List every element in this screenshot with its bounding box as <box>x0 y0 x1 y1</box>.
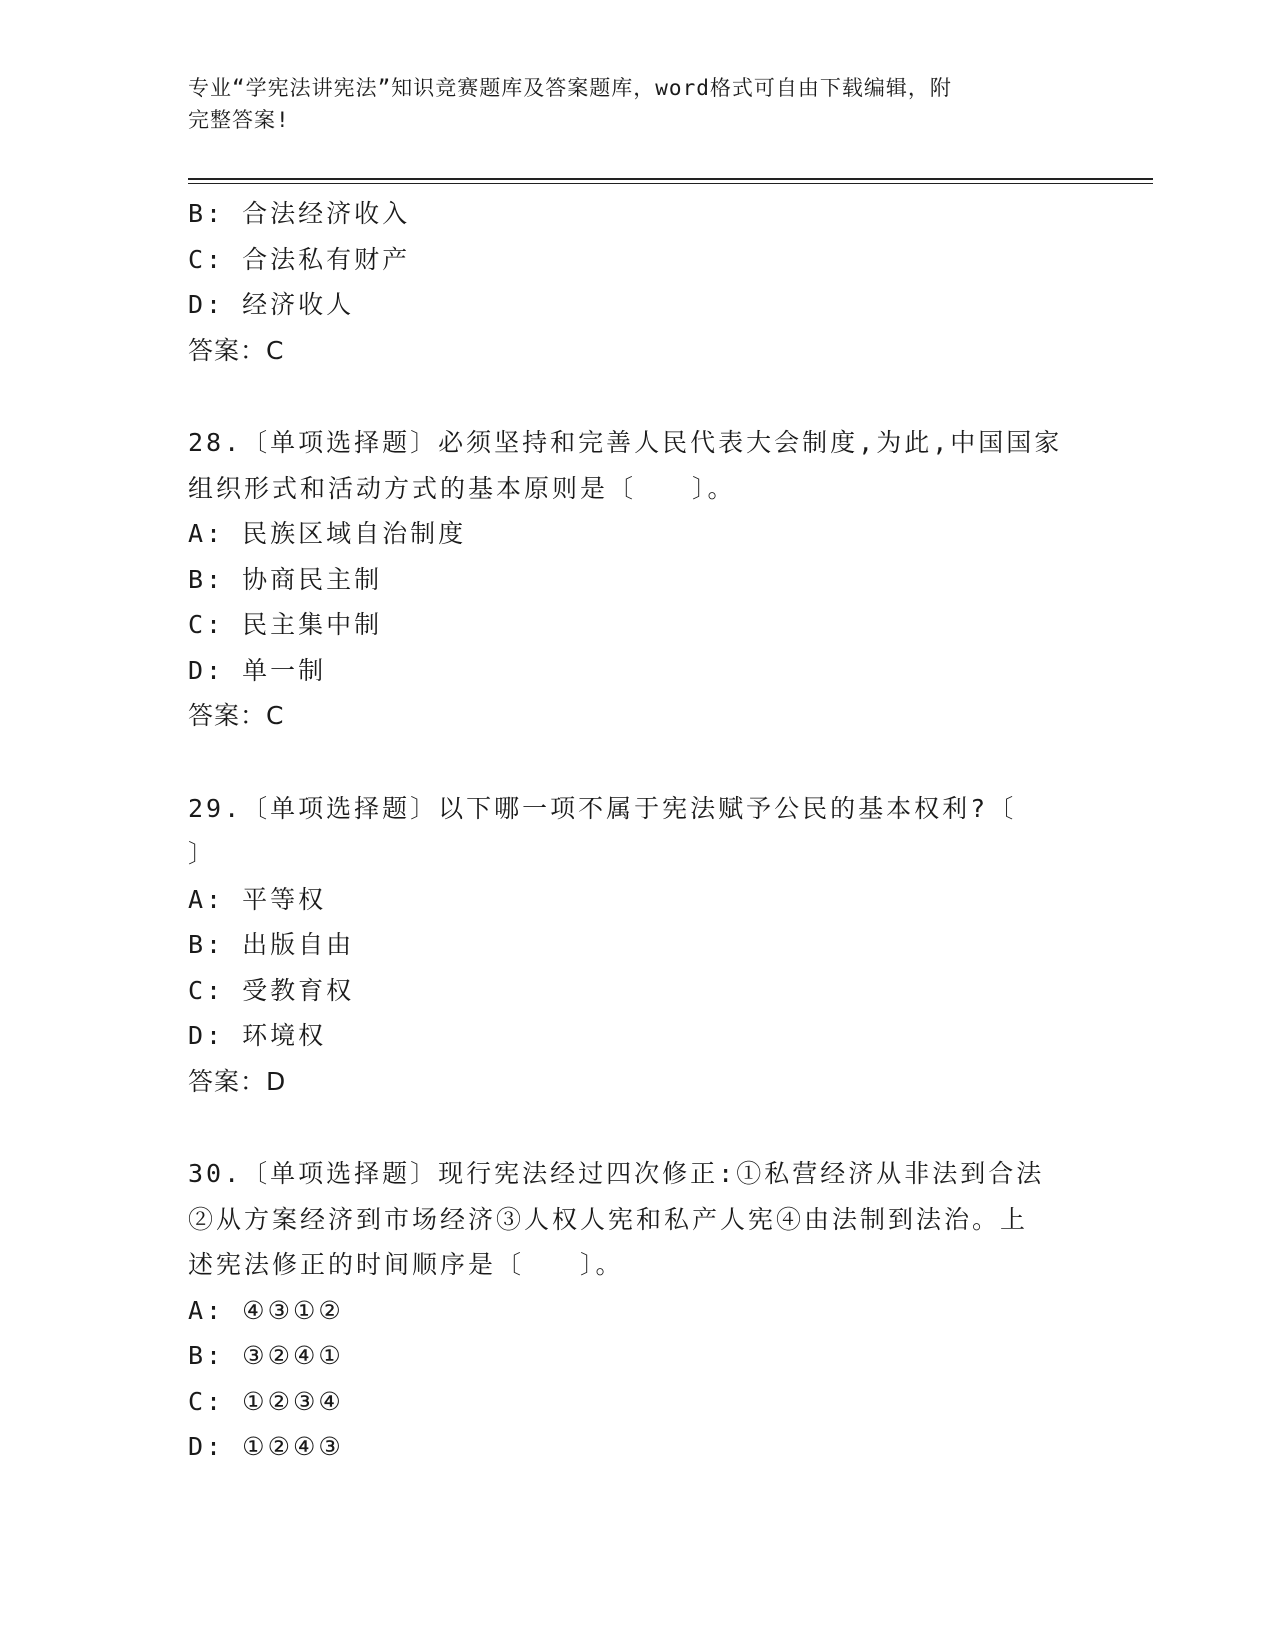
option-d: D: 环境权 <box>188 1021 327 1050</box>
option-a: A: 平等权 <box>188 884 327 914</box>
spacer <box>188 1104 1078 1151</box>
question-stem-line: 述宪法修正的时间顺序是〔 〕。 <box>188 1250 624 1279</box>
header-rule-thin <box>188 183 1153 184</box>
spacer <box>188 373 1078 420</box>
option-b: B: 出版自由 <box>188 930 355 959</box>
option-b: B: ③②④① <box>188 1341 344 1370</box>
option-c: C: 受教育权 <box>188 975 355 1005</box>
option-c: C: 合法私有财产 <box>188 244 411 274</box>
option-a: A: ④③①② <box>188 1295 344 1325</box>
page-header <box>188 72 1068 136</box>
question-stem-line: 29.〔单项选择题〕以下哪一项不属于宪法赋予公民的基本权利?〔 <box>188 793 1017 823</box>
carryover-question <box>188 191 1078 373</box>
question-29 <box>188 786 1078 1105</box>
header-line-1: 专业“学宪法讲宪法”知识竞赛题库及答案题库，word格式可自由下载编辑，附 <box>188 76 952 100</box>
question-stem-line: 28.〔单项选择题〕必须坚持和完善人民代表大会制度,为此,中国国家 <box>188 428 1063 457</box>
option-d: D: 单一制 <box>188 655 327 685</box>
option-a: A: 民族区域自治制度 <box>188 519 467 548</box>
question-stem-line: 30.〔单项选择题〕现行宪法经过四次修正:①私营经济从非法到合法 <box>188 1159 1045 1188</box>
spacer <box>188 739 1078 786</box>
question-stem-line: 〕 <box>188 839 217 868</box>
question-28 <box>188 420 1078 739</box>
question-stem-line: ②从方案经济到市场经济③人权人宪和私产人宪④由法制到法治。上 <box>188 1204 1029 1234</box>
answer-line: 答案：C <box>188 335 285 365</box>
question-content <box>188 191 1078 1470</box>
option-b: B: 协商民主制 <box>188 564 383 594</box>
answer-line: 答案：D <box>188 1066 287 1096</box>
option-c: C: 民主集中制 <box>188 610 383 639</box>
question-30 <box>188 1151 1078 1470</box>
option-c: C: ①②③④ <box>188 1386 344 1416</box>
question-stem-line: 组织形式和活动方式的基本原则是〔 〕。 <box>188 473 736 503</box>
option-d: D: 经济收人 <box>188 290 355 319</box>
option-d: D: ①②④③ <box>188 1432 344 1461</box>
header-rule-thick <box>188 178 1153 180</box>
option-b: B: 合法经济收入 <box>188 199 411 228</box>
header-line-2: 完整答案! <box>188 108 290 132</box>
answer-line: 答案：C <box>188 701 285 730</box>
